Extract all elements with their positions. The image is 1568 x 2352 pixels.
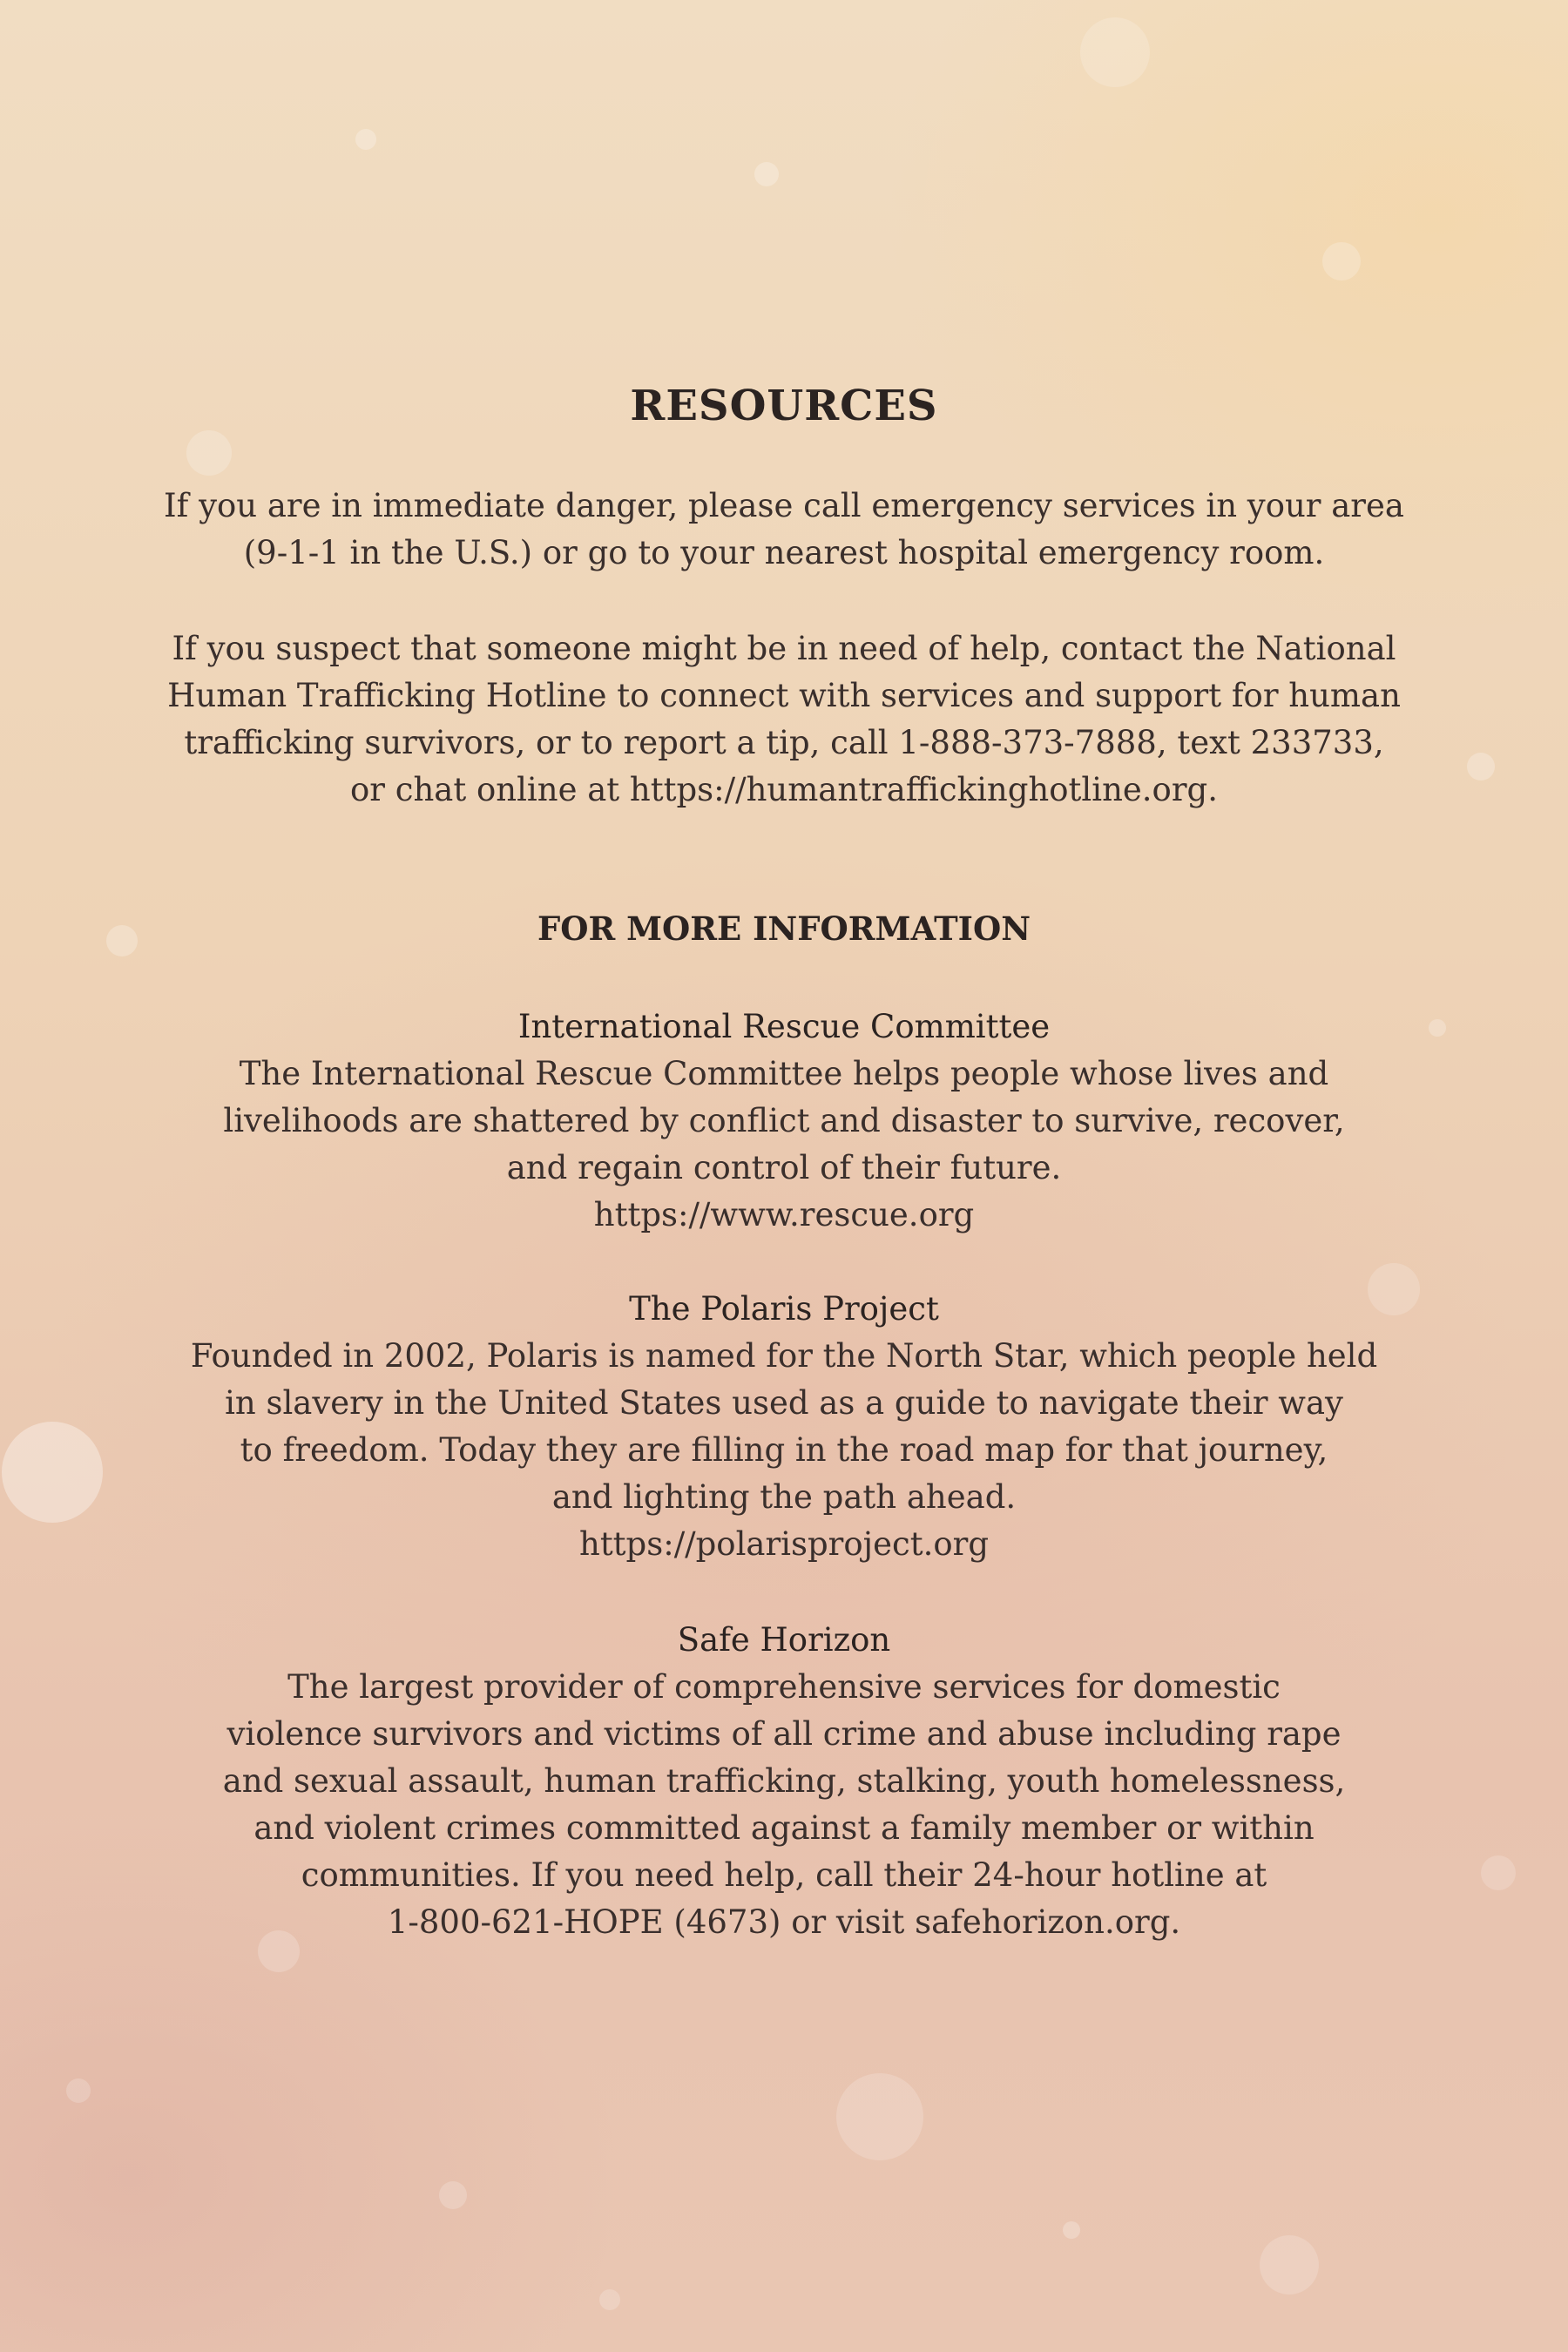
org-block-irc <box>131 1004 1437 1239</box>
text-line: and lighting the path ahead. <box>551 1478 1017 1516</box>
text-line: 1-800-621-HOPE (4673) or visit safehorizon.org. <box>387 1903 1181 1941</box>
page-title: RESOURCES <box>630 382 938 430</box>
text-line: Human Trafficking Hotline to connect with services and support for human <box>167 677 1401 714</box>
text-line: to freedom. Today they are filling in the road map for that journey, <box>240 1431 1328 1469</box>
text-line: The largest provider of comprehensive services for domestic <box>287 1668 1281 1706</box>
text-line: and violent crimes committed against a family member or within <box>253 1809 1315 1847</box>
text-line: If you suspect that someone might be in need of help, contact the National <box>172 630 1396 667</box>
emergency-paragraph <box>131 483 1437 577</box>
org-name: The Polaris Project <box>629 1290 939 1328</box>
text-line: in slavery in the United States used as a guide to navigate their way <box>225 1384 1343 1422</box>
text-line: The International Rescue Committee helps people whose lives and <box>239 1055 1329 1092</box>
hotline-paragraph <box>131 625 1437 814</box>
text-line: trafficking survivors, or to report a tip, call 1-888-373-7888, text 233733, <box>184 724 1384 761</box>
text-line: and sexual assault, human trafficking, stalking, youth homelessness, <box>222 1762 1346 1800</box>
org-description <box>131 1051 1437 1192</box>
org-link[interactable]: https://www.rescue.org <box>593 1196 975 1233</box>
org-block-safe-horizon <box>131 1617 1437 1946</box>
org-link[interactable]: https://polarisproject.org <box>578 1525 989 1563</box>
text-line: Founded in 2002, Polaris is named for the North Star, which people held <box>190 1337 1378 1375</box>
org-name: International Rescue Committee <box>517 1008 1051 1045</box>
org-name: Safe Horizon <box>677 1621 891 1659</box>
text-line: and regain control of their future. <box>506 1149 1062 1186</box>
org-description <box>131 1333 1437 1521</box>
org-description <box>131 1664 1437 1946</box>
text-line: If you are in immediate danger, please call emergency services in your area <box>164 487 1404 524</box>
text-line: livelihoods are shattered by conflict and disaster to survive, recover, <box>223 1102 1345 1139</box>
hotline-link-line[interactable]: or chat online at https://humantraffickinghotline.org. <box>350 771 1218 808</box>
org-block-polaris <box>131 1286 1437 1568</box>
text-line: communities. If you need help, call their 24-hour hotline at <box>301 1856 1267 1894</box>
more-info-heading: FOR MORE INFORMATION <box>537 909 1031 948</box>
text-line: violence survivors and victims of all crime and abuse including rape <box>226 1715 1342 1753</box>
text-line: (9-1-1 in the U.S.) or go to your nearest hospital emergency room. <box>243 534 1325 571</box>
